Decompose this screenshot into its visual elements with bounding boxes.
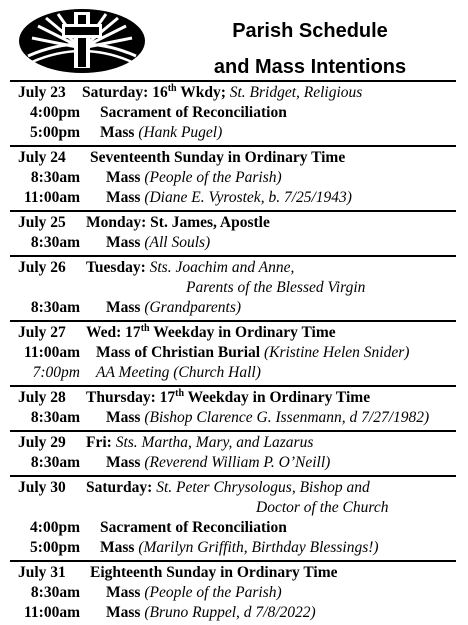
schedule-day-block xyxy=(10,147,456,212)
schedule-entry xyxy=(10,298,456,318)
entry-description: Mass (Bruno Ruppel, d 7/8/2022) xyxy=(106,604,316,621)
entry-time: 11:00am xyxy=(24,604,80,621)
schedule-day-block xyxy=(10,212,456,257)
entry-time: 5:00pm xyxy=(30,124,80,141)
day-date: July 31 xyxy=(18,564,66,581)
entry-description: Mass of Christian Burial (Kristine Helen Snider) xyxy=(96,344,410,361)
day-title-continued: Parents of the Blessed Virgin xyxy=(186,279,366,296)
schedule-entry xyxy=(10,453,456,473)
schedule-entry xyxy=(10,603,456,623)
entry-time: 8:30am xyxy=(30,584,80,601)
day-date: July 24 xyxy=(18,149,66,166)
schedule-day-block xyxy=(10,82,456,147)
entry-description: Mass (Grandparents) xyxy=(106,299,242,316)
schedule-entry xyxy=(10,168,456,188)
entry-description: Mass (Diane E. Vyrostek, b. 7/25/1943) xyxy=(106,189,352,206)
entry-description: Mass (Hank Pugel) xyxy=(100,124,223,141)
day-date: July 29 xyxy=(18,434,66,451)
entry-time: 7:00pm xyxy=(32,364,80,381)
entry-description: Mass (People of the Parish) xyxy=(106,584,282,601)
schedule-entry xyxy=(10,518,456,538)
schedule-day-block xyxy=(10,257,456,322)
schedule-table xyxy=(10,80,456,625)
schedule-entry xyxy=(10,408,456,428)
entry-time: 11:00am xyxy=(24,344,80,361)
entry-description: Mass (People of the Parish) xyxy=(106,169,282,186)
schedule-entry xyxy=(10,123,456,143)
page-title-line2: and Mass Intentions xyxy=(213,56,407,78)
schedule-entry xyxy=(10,188,456,208)
entry-description: Sacrament of Reconciliation xyxy=(100,519,287,536)
entry-description: Mass (Reverend William P. O’Neill) xyxy=(106,454,331,471)
page-title-line1: Parish Schedule xyxy=(232,20,388,42)
day-date: July 28 xyxy=(18,389,66,406)
entry-time: 8:30am xyxy=(30,454,80,471)
day-title: Fri: Sts. Martha, Mary, and Lazarus xyxy=(86,434,314,451)
day-title-continued: Doctor of the Church xyxy=(256,499,389,516)
entry-time: 11:00am xyxy=(24,189,80,206)
day-title: Seventeenth Sunday in Ordinary Time xyxy=(90,149,346,166)
entry-time: 4:00pm xyxy=(30,519,80,536)
schedule-entry xyxy=(10,583,456,603)
header xyxy=(0,0,468,80)
day-date: July 25 xyxy=(18,214,66,231)
entry-time: 8:30am xyxy=(30,299,80,316)
schedule-entry xyxy=(10,343,456,363)
day-date: July 26 xyxy=(18,259,66,276)
entry-time: 8:30am xyxy=(30,234,80,251)
schedule-entry xyxy=(10,363,456,383)
day-title: Tuesday: Sts. Joachim and Anne, xyxy=(86,259,295,276)
entry-time: 5:00pm xyxy=(30,539,80,556)
entry-time: 4:00pm xyxy=(30,104,80,121)
schedule-day-block xyxy=(10,432,456,477)
schedule-entry xyxy=(10,233,456,253)
day-title: Wed: 17th Weekday in Ordinary Time xyxy=(86,322,336,341)
schedule-day-block xyxy=(10,562,456,625)
day-title: Eighteenth Sunday in Ordinary Time xyxy=(90,564,338,581)
day-date: July 27 xyxy=(18,324,66,341)
entry-description: Mass (Marilyn Griffith, Birthday Blessings!) xyxy=(100,539,379,556)
cross-sunburst-logo-icon xyxy=(18,8,146,74)
day-title: Monday: St. James, Apostle xyxy=(86,214,270,231)
day-title: Saturday: St. Peter Chrysologus, Bishop and xyxy=(86,479,370,496)
day-date: July 23 xyxy=(18,84,66,101)
entry-description: AA Meeting (Church Hall) xyxy=(96,364,261,381)
schedule-day-block xyxy=(10,387,456,432)
entry-description: Sacrament of Reconciliation xyxy=(100,104,287,121)
day-title: Saturday: 16th Wkdy; St. Bridget, Religious xyxy=(82,82,363,101)
entry-description: Mass (All Souls) xyxy=(106,234,211,251)
entry-description: Mass (Bishop Clarence G. Issenmann, d 7/27/1982) xyxy=(106,409,430,426)
entry-time: 8:30am xyxy=(30,169,80,186)
schedule-entry xyxy=(10,538,456,558)
schedule-day-block xyxy=(10,322,456,387)
day-date: July 30 xyxy=(18,479,66,496)
schedule-entry xyxy=(10,103,456,123)
schedule-day-block xyxy=(10,477,456,562)
day-title: Thursday: 17th Weekday in Ordinary Time xyxy=(86,387,371,406)
entry-time: 8:30am xyxy=(30,409,80,426)
